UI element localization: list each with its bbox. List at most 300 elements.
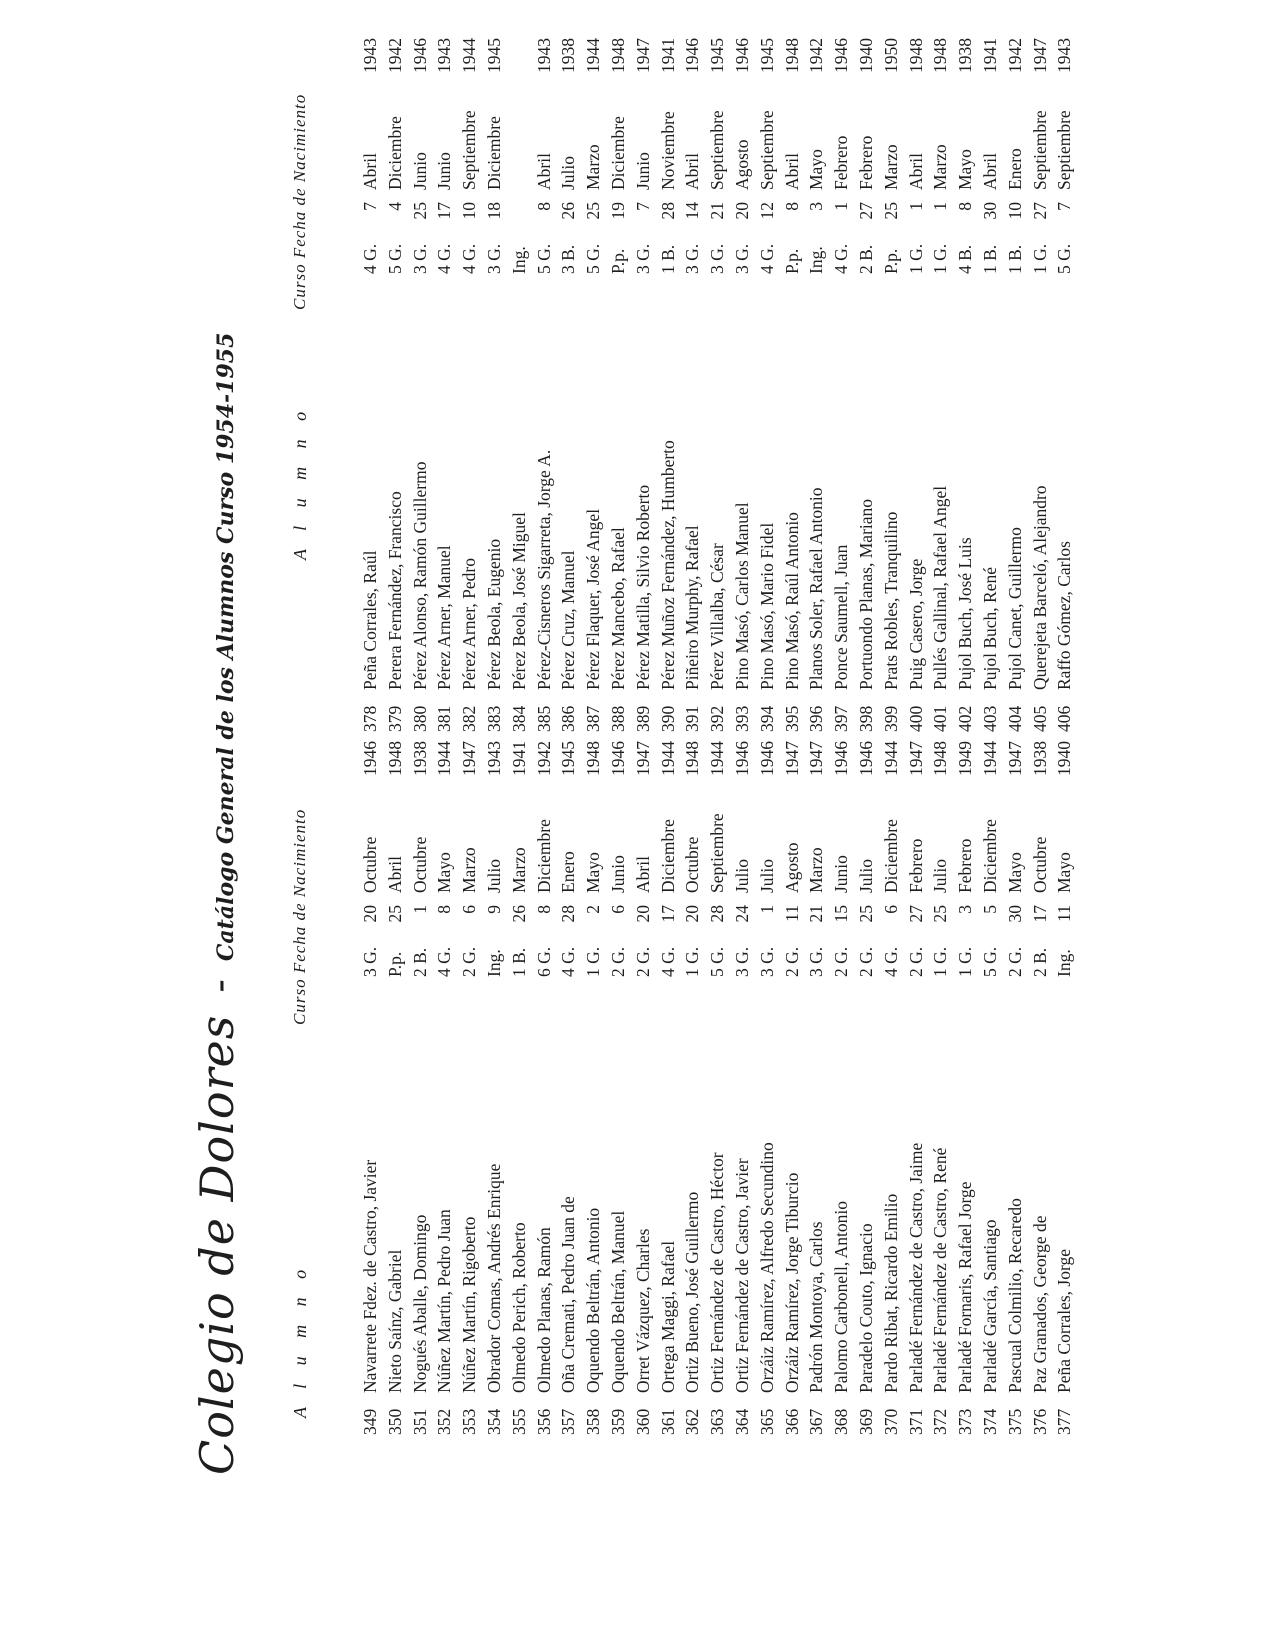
- student-row: [457, 735, 482, 1435]
- student-row: [482, 32, 507, 732]
- student-number: 362: [682, 1408, 703, 1435]
- student-number: 401: [930, 705, 951, 732]
- student-course: 4 G.: [459, 243, 480, 274]
- student-row: [383, 32, 408, 732]
- student-row: [457, 32, 482, 732]
- student-name: Pino Masó, Mario Fidel: [756, 522, 777, 690]
- birth-day: 21: [707, 202, 728, 220]
- student-course: 2 G.: [781, 946, 802, 977]
- student-name: Pérez Mancebo, Rafael: [607, 527, 628, 690]
- birth-year: 1940: [855, 38, 876, 73]
- student-name: Oquendo Beltrán, Antonio: [583, 1207, 604, 1393]
- student-row: [606, 32, 631, 732]
- student-course: 3 G.: [409, 243, 430, 274]
- birth-month: Julio: [731, 858, 752, 893]
- birth-year: 1948: [781, 38, 802, 73]
- student-course: 3 G.: [707, 243, 728, 274]
- birth-day: 30: [979, 202, 1000, 220]
- student-name: Pérez Muñoz Fernández, Humberto: [657, 440, 678, 690]
- student-name: Orzáiz Ramírez, Jorge Tiburcio: [781, 1172, 802, 1393]
- birth-month: Abril: [533, 153, 554, 190]
- birth-year: 1948: [607, 38, 628, 73]
- birth-year: 1943: [533, 38, 554, 73]
- birth-year: 1948: [930, 741, 951, 776]
- birth-day: 17: [434, 202, 455, 220]
- student-number: 366: [781, 1408, 802, 1435]
- student-row: [482, 735, 507, 1435]
- birth-month: Marzo: [508, 847, 529, 893]
- student-course: 1 B.: [979, 244, 1000, 274]
- student-name: Palomo Carbonell, Antonio: [831, 1200, 852, 1393]
- student-name: Peña Corrales, Jorge: [1054, 1248, 1075, 1393]
- student-row: [705, 735, 730, 1435]
- birth-year: 1947: [806, 741, 827, 776]
- student-name: Padrón Montoya, Carlos: [806, 1221, 827, 1393]
- student-name: Peña Corrales, Raúl: [360, 550, 380, 690]
- birth-year: 1938: [955, 38, 976, 73]
- student-row: [1003, 735, 1028, 1435]
- student-number: 398: [855, 705, 876, 732]
- student-course: Ing.: [483, 949, 504, 977]
- birth-year: 1946: [682, 38, 703, 73]
- birth-month: Noviembre: [657, 111, 678, 190]
- student-number: 384: [508, 705, 529, 732]
- right-student-list: [358, 32, 1077, 732]
- student-name: Núñez Martín, Rigoberto: [459, 1216, 480, 1393]
- birth-month: Mayo: [1054, 852, 1075, 893]
- birth-day: 28: [707, 905, 728, 923]
- page-title: [190, 75, 270, 1475]
- student-course: 2 G.: [831, 946, 852, 977]
- birth-year: 1944: [657, 741, 678, 776]
- birth-month: Marzo: [806, 847, 827, 893]
- birth-year: 1943: [360, 38, 380, 73]
- student-course: P.p.: [384, 951, 405, 977]
- student-number: 392: [707, 705, 728, 732]
- birth-day: 24: [731, 905, 752, 923]
- student-course: 1 G.: [930, 243, 951, 274]
- student-number: 361: [657, 1408, 678, 1435]
- birth-year: 1945: [558, 741, 579, 776]
- birth-year: 1947: [632, 741, 653, 776]
- student-number: 360: [632, 1408, 653, 1435]
- student-name: Pérez Alonso, Ramón Guillermo: [409, 461, 430, 690]
- birth-month: Julio: [558, 155, 579, 190]
- birth-day: 8: [781, 202, 802, 211]
- birth-month: Marzo: [583, 144, 604, 190]
- birth-year: 1947: [781, 741, 802, 776]
- student-number: 355: [508, 1408, 529, 1435]
- student-name: Pino Masó, Carlos Manuel: [731, 502, 752, 690]
- birth-month: Diciembre: [533, 819, 554, 893]
- student-course: 5 G.: [583, 243, 604, 274]
- student-name: Navarrete Fdez. de Castro, Javier: [360, 1159, 380, 1393]
- student-row: [804, 32, 829, 732]
- student-number: 394: [756, 705, 777, 732]
- student-name: Orzáiz Ramírez, Alfredo Secundino: [756, 1142, 777, 1393]
- student-number: 406: [1054, 705, 1075, 732]
- student-number: 404: [1004, 705, 1025, 732]
- student-row: [705, 32, 730, 732]
- student-number: 356: [533, 1408, 554, 1435]
- student-row: [730, 735, 755, 1435]
- student-number: 399: [880, 705, 901, 732]
- birth-day: 6: [880, 905, 901, 914]
- student-row: [1052, 735, 1077, 1435]
- student-number: 383: [483, 705, 504, 732]
- birth-year: 1942: [806, 38, 827, 73]
- student-number: 380: [409, 705, 430, 732]
- student-number: 403: [979, 705, 1000, 732]
- student-course: 3 G.: [731, 946, 752, 977]
- student-course: 3 G.: [731, 243, 752, 274]
- student-course: 1 G.: [930, 946, 951, 977]
- student-row: [804, 735, 829, 1435]
- birth-year: 1945: [756, 38, 777, 73]
- birth-day: 1: [756, 905, 777, 914]
- student-course: 1 G.: [682, 946, 703, 977]
- student-row: [1028, 735, 1053, 1435]
- student-row: [1028, 32, 1053, 732]
- student-course: 5 G.: [533, 243, 554, 274]
- birth-year: 1948: [384, 741, 405, 776]
- birth-month: Junio: [831, 855, 852, 893]
- birth-month: Septiembre: [707, 813, 728, 893]
- birth-year: 1944: [707, 741, 728, 776]
- birth-month: Enero: [558, 851, 579, 893]
- student-row: [953, 735, 978, 1435]
- student-name: Prats Robles, Tranquilino: [880, 511, 901, 690]
- student-name: Pino Masó, Raúl Antonio: [781, 512, 802, 690]
- student-number: 351: [409, 1408, 430, 1435]
- student-course: 5 G.: [707, 946, 728, 977]
- student-row: [507, 735, 532, 1435]
- birth-year: 1946: [731, 741, 752, 776]
- student-row: [854, 32, 879, 732]
- student-row: [680, 735, 705, 1435]
- birth-month: Septiembre: [1029, 110, 1050, 190]
- birth-day: 26: [508, 905, 529, 923]
- student-number: 363: [707, 1408, 728, 1435]
- left-curso-fecha-header: Curso Fecha de Nacimiento: [290, 808, 309, 1025]
- left-student-list: [358, 735, 1077, 1435]
- student-row: [532, 735, 557, 1435]
- student-name: Pujol Buch, José Luis: [955, 537, 976, 690]
- student-name: Pérez-Cisneros Sigarreta, Jorge A.: [533, 449, 554, 690]
- student-number: 369: [855, 1408, 876, 1435]
- birth-day: 11: [1054, 905, 1075, 922]
- student-number: 376: [1029, 1408, 1050, 1435]
- student-name: Parladé García, Santiago: [979, 1219, 1000, 1393]
- birth-day: 25: [384, 905, 405, 923]
- birth-day: 3: [955, 905, 976, 914]
- birth-day: 27: [855, 202, 876, 220]
- birth-day: 18: [483, 202, 504, 220]
- student-row: [978, 735, 1003, 1435]
- student-name: Orret Vázquez, Charles: [632, 1228, 653, 1393]
- student-name: Pérez Matilla, Silvio Roberto: [632, 484, 653, 690]
- student-row: [358, 735, 383, 1435]
- birth-day: 12: [756, 202, 777, 220]
- student-number: 359: [607, 1408, 628, 1435]
- birth-month: Abril: [384, 856, 405, 893]
- birth-day: 15: [831, 905, 852, 923]
- student-course: Ing.: [508, 246, 529, 274]
- student-name: Núñez Martín, Pedro Juan: [434, 1209, 455, 1393]
- student-name: Olmedo Perich, Roberto: [508, 1222, 529, 1393]
- student-number: 374: [979, 1408, 1000, 1435]
- student-name: Parladé Fernández de Castro, Jaime: [905, 1142, 926, 1393]
- birth-day: 21: [806, 905, 827, 923]
- student-name: Pérez Beola, Eugenio: [483, 538, 504, 690]
- student-course: 2 B.: [409, 947, 430, 977]
- student-row: [928, 735, 953, 1435]
- birth-year: 1947: [1004, 741, 1025, 776]
- student-number: 358: [583, 1408, 604, 1435]
- student-number: 349: [360, 1408, 380, 1435]
- birth-year: 1944: [583, 38, 604, 73]
- student-row: [780, 32, 805, 732]
- student-course: 2 G.: [607, 946, 628, 977]
- birth-year: 1942: [384, 38, 405, 73]
- birth-day: 3: [806, 202, 827, 211]
- birth-year: 1940: [1054, 741, 1075, 776]
- student-course: Ing.: [806, 246, 827, 274]
- birth-month: Agosto: [731, 139, 752, 190]
- birth-month: Junio: [434, 152, 455, 190]
- birth-day: 26: [558, 202, 579, 220]
- student-course: 2 G.: [1004, 946, 1025, 977]
- birth-day: 10: [1004, 202, 1025, 220]
- student-name: Nieto Saínz, Gabriel: [384, 1249, 405, 1393]
- student-number: 370: [880, 1408, 901, 1435]
- birth-month: Enero: [1004, 148, 1025, 190]
- student-course: P.p.: [781, 248, 802, 274]
- birth-year: 1946: [756, 741, 777, 776]
- student-course: 4 G.: [880, 946, 901, 977]
- school-name: Colegio de Dolores: [190, 1014, 244, 1475]
- student-number: 385: [533, 705, 554, 732]
- student-name: Piñeiro Murphy, Rafael: [682, 525, 703, 690]
- birth-year: 1948: [682, 741, 703, 776]
- birth-year: 1948: [583, 741, 604, 776]
- student-row: [879, 735, 904, 1435]
- student-course: P.p.: [880, 248, 901, 274]
- birth-day: 7: [360, 202, 380, 211]
- birth-day: 30: [1004, 905, 1025, 923]
- birth-month: Mayo: [806, 149, 827, 190]
- student-row: [755, 735, 780, 1435]
- birth-month: Abril: [632, 856, 653, 893]
- student-number: 373: [955, 1408, 976, 1435]
- student-name: Perera Fernández, Francisco: [384, 491, 405, 690]
- student-course: 2 B.: [855, 244, 876, 274]
- birth-day: 25: [855, 905, 876, 923]
- student-row: [408, 735, 433, 1435]
- birth-year: 1938: [558, 38, 579, 73]
- student-name: Oña Cremati, Pedro Juan de: [558, 1196, 579, 1393]
- left-alumno-header: A l u m n o: [290, 1262, 310, 1418]
- student-course: 5 G.: [979, 946, 1000, 977]
- birth-month: Mayo: [955, 149, 976, 190]
- birth-day: 25: [930, 905, 951, 923]
- birth-year: 1946: [731, 38, 752, 73]
- birth-month: Diciembre: [880, 819, 901, 893]
- birth-day: 1: [831, 202, 852, 211]
- student-name: Ortiz Bueno, José Guillermo: [682, 1191, 703, 1393]
- student-number: 402: [955, 705, 976, 732]
- student-row: [829, 735, 854, 1435]
- student-row: [631, 735, 656, 1435]
- student-number: 365: [756, 1408, 777, 1435]
- student-course: 1 B.: [657, 244, 678, 274]
- student-number: 379: [384, 705, 405, 732]
- birth-year: 1941: [657, 38, 678, 73]
- student-course: 2 B.: [1029, 947, 1050, 977]
- student-row: [606, 735, 631, 1435]
- birth-month: Diciembre: [657, 819, 678, 893]
- birth-year: 1944: [459, 38, 480, 73]
- student-name: Parladé Fornaris, Rafael Jorge: [955, 1181, 976, 1393]
- student-number: 364: [731, 1408, 752, 1435]
- student-number: 388: [607, 705, 628, 732]
- birth-month: Marzo: [930, 144, 951, 190]
- student-course: 5 G.: [1054, 243, 1075, 274]
- birth-year: 1947: [632, 38, 653, 73]
- birth-day: 1: [905, 202, 926, 211]
- birth-day: 8: [434, 905, 455, 914]
- student-number: 390: [657, 705, 678, 732]
- student-number: 368: [831, 1408, 852, 1435]
- student-course: 4 G.: [360, 243, 380, 274]
- student-name: Puig Casero, Jorge: [905, 558, 926, 690]
- student-row: [953, 32, 978, 732]
- birth-day: 27: [1029, 202, 1050, 220]
- student-course: 4 G.: [434, 946, 455, 977]
- student-number: 352: [434, 1408, 455, 1435]
- birth-month: Julio: [483, 858, 504, 893]
- student-row: [432, 735, 457, 1435]
- birth-year: 1946: [855, 741, 876, 776]
- birth-day: 20: [731, 202, 752, 220]
- catalog-subtitle: Catálogo General de los Alumnos Curso 1954-1955: [213, 332, 239, 962]
- birth-month: Junio: [409, 152, 430, 190]
- student-name: Querejeta Barceló, Alejandro: [1029, 485, 1050, 690]
- birth-year: 1945: [483, 38, 504, 73]
- birth-month: Marzo: [880, 144, 901, 190]
- student-name: Portuondo Planas, Mariano: [855, 498, 876, 690]
- birth-month: Marzo: [459, 847, 480, 893]
- student-name: Ortiz Fernández de Castro, Javier: [731, 1158, 752, 1393]
- birth-year: 1944: [434, 741, 455, 776]
- student-number: 378: [360, 705, 380, 732]
- birth-day: 28: [657, 202, 678, 220]
- student-course: 1 G.: [905, 243, 926, 274]
- birth-year: 1941: [508, 741, 529, 776]
- birth-year: 1945: [707, 38, 728, 73]
- student-number: 400: [905, 705, 926, 732]
- birth-month: Junio: [607, 855, 628, 893]
- student-row: [854, 735, 879, 1435]
- student-row: [879, 32, 904, 732]
- birth-month: Abril: [360, 153, 380, 190]
- birth-month: Mayo: [1004, 852, 1025, 893]
- student-number: 375: [1004, 1408, 1025, 1435]
- student-course: 3 B.: [558, 244, 579, 274]
- student-name: Ortega Maggi, Rafael: [657, 1240, 678, 1393]
- student-name: Pérez Villalba, César: [707, 543, 728, 690]
- student-number: 357: [558, 1408, 579, 1435]
- birth-year: 1946: [360, 741, 380, 776]
- student-row: [680, 32, 705, 732]
- right-curso-fecha-header: Curso Fecha de Nacimiento: [290, 93, 309, 310]
- student-number: 396: [806, 705, 827, 732]
- student-number: 367: [806, 1408, 827, 1435]
- student-name: Pérez Beola, José Miguel: [508, 512, 529, 690]
- student-row: [1003, 32, 1028, 732]
- birth-day: 8: [955, 202, 976, 211]
- birth-month: Diciembre: [607, 116, 628, 190]
- birth-day: 19: [607, 202, 628, 220]
- student-name: Oquendo Beltrán, Manuel: [607, 1210, 628, 1393]
- birth-month: Febrero: [831, 135, 852, 190]
- birth-month: Septiembre: [459, 110, 480, 190]
- birth-day: 28: [558, 905, 579, 923]
- student-number: 382: [459, 705, 480, 732]
- student-row: [904, 32, 929, 732]
- student-number: 393: [731, 705, 752, 732]
- student-name: Pujol Canet, Guillermo: [1004, 527, 1025, 690]
- student-name: Pérez Arner, Pedro: [459, 558, 480, 690]
- birth-day: 2: [583, 905, 604, 914]
- birth-month: Octubre: [409, 836, 430, 893]
- birth-year: 1946: [607, 741, 628, 776]
- student-number: 387: [583, 705, 604, 732]
- student-row: [358, 32, 383, 732]
- student-row: [780, 735, 805, 1435]
- birth-month: Abril: [682, 153, 703, 190]
- student-course: 3 G.: [682, 243, 703, 274]
- student-name: Paz Granados, George de: [1029, 1215, 1050, 1393]
- birth-month: Abril: [781, 153, 802, 190]
- birth-month: Mayo: [583, 852, 604, 893]
- student-row: [532, 32, 557, 732]
- student-number: 354: [483, 1408, 504, 1435]
- student-course: 2 G.: [855, 946, 876, 977]
- student-course: 4 G.: [756, 243, 777, 274]
- student-number: 372: [930, 1408, 951, 1435]
- birth-month: Octubre: [682, 836, 703, 893]
- birth-month: Septiembre: [1054, 110, 1075, 190]
- birth-month: Junio: [632, 152, 653, 190]
- student-row: [556, 32, 581, 732]
- birth-day: 1: [930, 202, 951, 211]
- student-course: 1 B.: [1004, 244, 1025, 274]
- student-number: 397: [831, 705, 852, 732]
- student-name: Olmedo Planas, Ramón: [533, 1227, 554, 1393]
- student-name: Pullés Gallinal, Rafael Angel: [930, 485, 951, 690]
- student-course: 3 G.: [756, 946, 777, 977]
- birth-day: 5: [979, 905, 1000, 914]
- birth-day: 8: [533, 202, 554, 211]
- birth-month: Julio: [855, 858, 876, 893]
- birth-month: Febrero: [905, 838, 926, 893]
- birth-day: 10: [459, 202, 480, 220]
- student-name: Planos Soler, Rafael Antonio: [806, 487, 827, 690]
- student-course: 1 G.: [1029, 243, 1050, 274]
- birth-month: Diciembre: [384, 116, 405, 190]
- birth-year: 1944: [880, 741, 901, 776]
